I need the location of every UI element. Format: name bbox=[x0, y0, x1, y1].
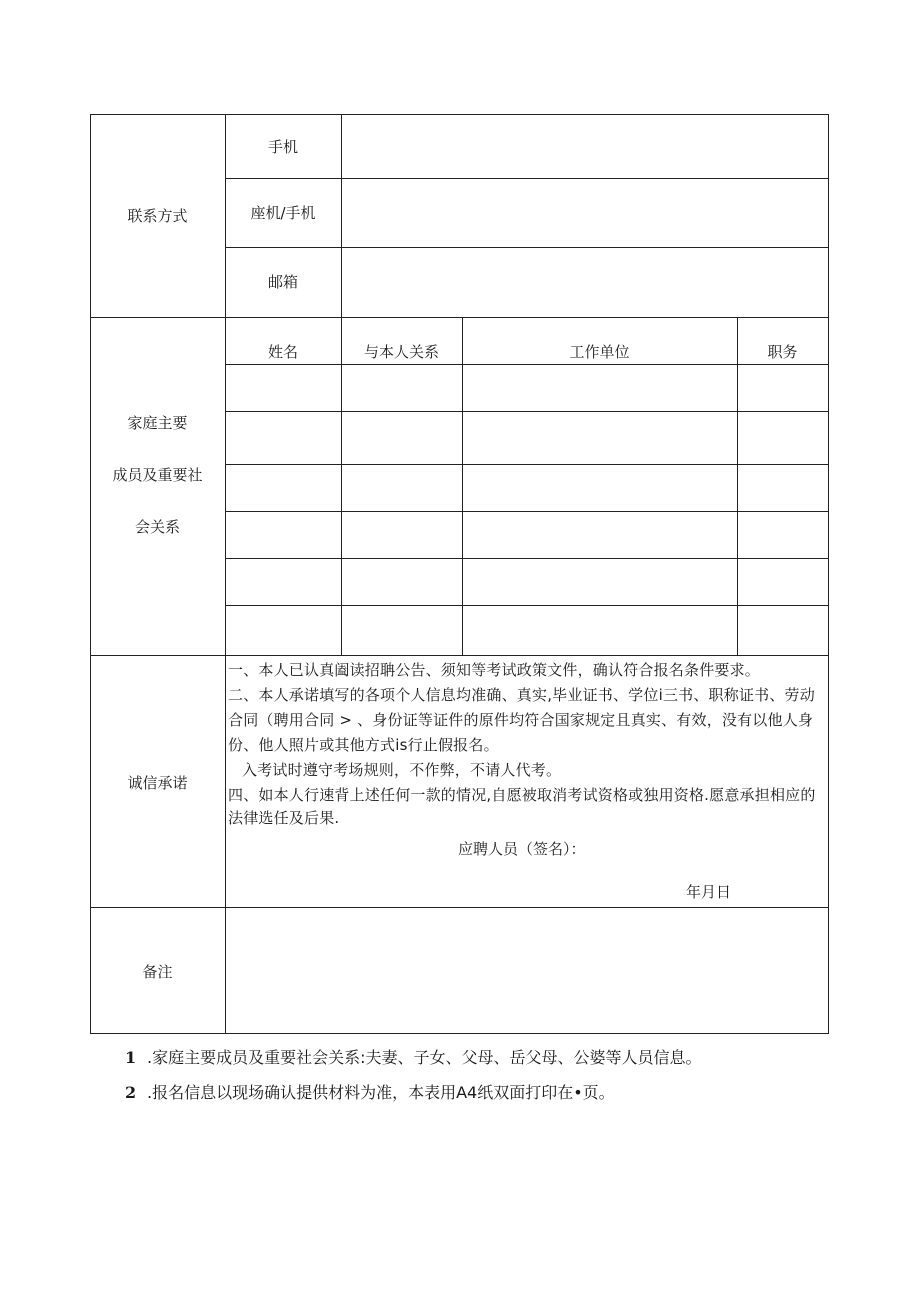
contact-section-label: 联系方式 bbox=[127, 207, 188, 225]
family-section-label-line: 家庭主要 bbox=[127, 414, 188, 432]
pledge-line: 法律选任及后果. bbox=[228, 809, 340, 827]
column-header-position: 职务 bbox=[767, 343, 798, 361]
row-divider bbox=[225, 464, 829, 465]
footnote bbox=[125, 1048, 701, 1068]
row-divider bbox=[225, 605, 829, 606]
mobile-label: 手机 bbox=[267, 138, 298, 156]
label-column-divider bbox=[225, 114, 226, 1034]
signature-label: 应聘人员（签名）： bbox=[458, 840, 586, 858]
footnote-number: 2 bbox=[125, 1083, 137, 1102]
footnote-number: 1 bbox=[125, 1048, 137, 1067]
column-header-relationship: 与本人关系 bbox=[363, 343, 439, 361]
table-border-left bbox=[90, 114, 91, 1034]
column-divider bbox=[341, 317, 342, 655]
table-border-bottom bbox=[90, 1033, 829, 1034]
family-section-label-line: 会关系 bbox=[134, 518, 180, 536]
row-divider bbox=[225, 558, 829, 559]
row-divider bbox=[225, 511, 829, 512]
row-divider bbox=[225, 411, 829, 412]
table-border-top bbox=[90, 114, 829, 115]
column-divider bbox=[341, 114, 342, 317]
section-divider bbox=[90, 907, 829, 908]
landline-label: 座机/手机 bbox=[250, 204, 316, 222]
pledge-line: 份、他人照片或其他方式is行止假报名。 bbox=[228, 736, 499, 754]
row-divider bbox=[225, 364, 829, 365]
column-divider bbox=[737, 317, 738, 655]
pledge-section-label: 诚信承诺 bbox=[127, 774, 188, 792]
pledge-line: 合同（聘用合同 > 、身份证等证件的原件均符合国家规定且真实、有效，没有以他人身 bbox=[228, 711, 814, 729]
footnote bbox=[125, 1083, 615, 1103]
section-divider bbox=[90, 317, 829, 318]
footnote-text: .家庭主要成员及重要社会关系:夫妻、子女、父母、岳父母、公婆等人员信息。 bbox=[147, 1048, 702, 1067]
pledge-line: 一、本人已认真阖读招聃公告、须知等考试政策文件，确认符合报名条件要求。 bbox=[228, 661, 761, 679]
email-label: 邮箱 bbox=[267, 273, 298, 291]
date-label: 年月日 bbox=[686, 883, 732, 901]
row-divider bbox=[225, 247, 829, 248]
pledge-line: 二、本人承诺填写的各项个人信息均准确、真实,毕业证书、学位i三书、职称证书、劳动 bbox=[228, 686, 815, 704]
pledge-line: 入考试时遵守考场规则，不作弊，不请人代考。 bbox=[242, 761, 562, 779]
column-header-workplace: 工作单位 bbox=[569, 343, 630, 361]
column-divider bbox=[462, 317, 463, 655]
section-divider bbox=[90, 655, 829, 656]
row-divider bbox=[225, 178, 829, 179]
remarks-section-label: 备注 bbox=[142, 963, 173, 981]
family-section-label-line: 成员及重要社 bbox=[112, 466, 203, 484]
pledge-line: 四、如本人行速背上述任何一款的情况,自愿被取消考试资格或独用资格.愿意承担相应的 bbox=[228, 786, 816, 804]
table-border-right bbox=[828, 114, 829, 1034]
column-header-name: 姓名 bbox=[267, 343, 298, 361]
footnote-text: .报名信息以现场确认提供材料为准，本表用A4纸双面打印在•页。 bbox=[147, 1083, 615, 1102]
